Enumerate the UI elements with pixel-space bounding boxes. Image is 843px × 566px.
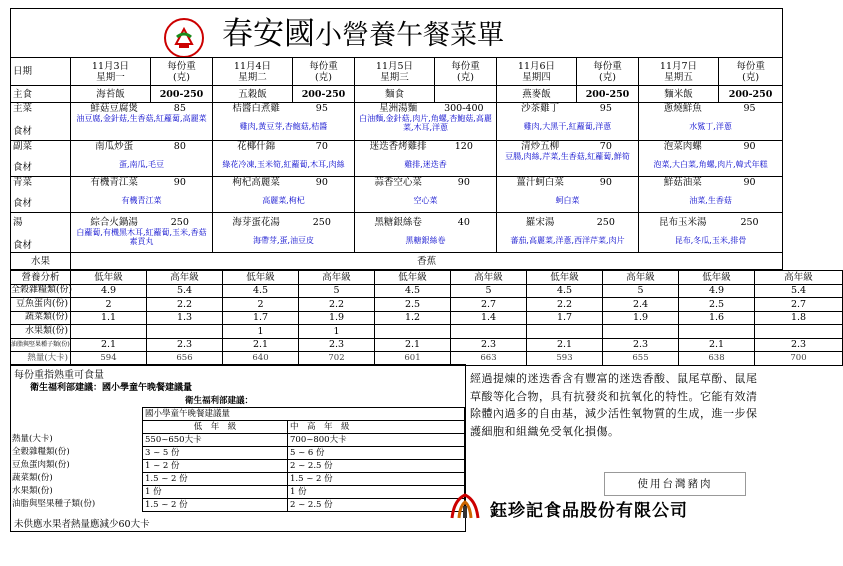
staple-row: [11, 86, 783, 103]
side-ingredients: 豆腸,肉絲,芹菜,生香菇,紅蘿蔔,鮮筍: [505, 152, 630, 161]
nutrition-header-row: [11, 271, 843, 285]
nutrition-value: [71, 325, 147, 339]
nutrition-value: 1.3: [147, 311, 223, 325]
staple-weight: 200-250: [151, 86, 213, 103]
soup-cell: [639, 213, 783, 253]
staple-weight: [435, 86, 497, 103]
nutrition-row-label: 油脂與堅果種子類(份): [11, 338, 71, 352]
nutrition-value: [527, 325, 603, 339]
grade-low: 低年級: [679, 271, 755, 285]
main-cell: [213, 103, 355, 141]
recommendation-table: [142, 407, 465, 512]
nutrition-value: 2.1: [527, 338, 603, 352]
side-weight: 70: [315, 141, 328, 152]
nutrition-value: 1.6: [679, 311, 755, 325]
main-dish: 鮮菇豆腐煲: [90, 103, 138, 114]
page-title-rest: 小營養午餐菜單: [315, 20, 504, 51]
nutrition-value: 2: [223, 298, 299, 312]
staple-dish: 海苔飯: [71, 86, 151, 103]
recommendation-table-title: 國小學童午晚餐建議量: [143, 408, 465, 421]
nutrition-value: [603, 325, 679, 339]
weight-caption: 每份重指熟重可食量: [14, 370, 104, 381]
soup-row: [11, 213, 783, 253]
side-dish: 清炒五柳: [521, 141, 560, 152]
nutrition-value: 4.9: [679, 284, 755, 298]
nutrition-value: [451, 325, 527, 339]
side-dish: 迷迭香烤雞排: [369, 141, 427, 152]
nutrition-value: 5: [299, 284, 375, 298]
staple-weight: 200-250: [719, 86, 783, 103]
nutrition-value: 700: [755, 352, 843, 366]
nutrition-row: [11, 352, 843, 366]
main-weight: 95: [743, 103, 756, 114]
nutrition-value: 4.5: [375, 284, 451, 298]
veg-dish: 蒜香空心菜: [374, 177, 422, 188]
soup-ingredients: 昆布,冬瓜,玉米,排骨: [674, 236, 747, 245]
veg-cell: [639, 177, 783, 213]
veg-dish: 枸杞高麗菜: [232, 177, 280, 188]
soup-cell: [355, 213, 497, 253]
main-label: 主菜: [13, 103, 33, 114]
veg-ingredients: 有機青江菜: [121, 196, 162, 205]
veg-weight: 90: [457, 177, 470, 188]
nutrition-value: 2.3: [299, 338, 375, 352]
recommendation-row-label: 豆魚蛋肉類(份): [12, 460, 70, 470]
soup-cell: [213, 213, 355, 253]
nutrition-value: 4.5: [527, 284, 603, 298]
nutrition-value: [679, 325, 755, 339]
grade-high: 高年級: [755, 271, 843, 285]
nutrition-value: 601: [375, 352, 451, 366]
recommendation-row-label: 水果類(份): [12, 486, 53, 496]
side-weight: 90: [743, 141, 756, 152]
nutrition-value: 1.1: [71, 311, 147, 325]
recommendation-value: 5 ~ 6 份: [288, 447, 465, 460]
recommendation-value: 1.5 ~ 2 份: [288, 473, 465, 486]
soup-dish: 黑糖銀絲卷: [374, 217, 422, 228]
veg-ingredients: 油菜,生香菇: [689, 196, 732, 205]
side-ingredients: 雞排,迷迭香: [404, 160, 447, 169]
day-3-date: 11月5日 星期三: [355, 58, 435, 86]
nutrition-value: 5.4: [147, 284, 223, 298]
nutrition-value: 1: [299, 325, 375, 339]
staple-weight: 200-250: [577, 86, 639, 103]
day-4-weight-header: 每份重 (克): [577, 58, 639, 86]
soup-ingredients: 蕃茄,高麗菜,洋蔥,西洋芹菜,肉片: [510, 236, 625, 245]
staple-weight: 200-250: [293, 86, 355, 103]
side-dish: 南瓜炒蛋: [95, 141, 134, 152]
nutrition-row: [11, 298, 843, 312]
day-1-weight-header: 每份重 (克): [151, 58, 213, 86]
main-cell: [639, 103, 783, 141]
nutrition-value: 638: [679, 352, 755, 366]
fruit-value: 香蕉: [71, 253, 783, 270]
nutrition-value: 1.7: [527, 311, 603, 325]
nutrition-value: 656: [147, 352, 223, 366]
veg-cell: [213, 177, 355, 213]
nutrition-row: [11, 325, 843, 339]
main-weight: 95: [315, 103, 328, 114]
nutrition-value: 2.4: [603, 298, 679, 312]
day-2-date: 11月4日 星期二: [213, 58, 293, 86]
side-cell: [213, 141, 355, 177]
side-dish: 花椰什錦: [237, 141, 276, 152]
nutrition-value: [375, 325, 451, 339]
menu-table: [10, 8, 783, 270]
soup-ingredients: 海帶芽,蛋,油豆皮: [252, 236, 315, 245]
ingredients-label: 食材: [13, 162, 33, 173]
recommendation-value: 1 ~ 2 份: [143, 460, 288, 473]
main-cell: [71, 103, 213, 141]
recommendation-row-label: 蔬菜類(份): [12, 473, 53, 483]
side-cell: [639, 141, 783, 177]
main-weight: 300-400: [444, 103, 484, 114]
nutrition-value: 2.2: [147, 298, 223, 312]
main-row: [11, 103, 783, 141]
ingredients-label: 食材: [13, 198, 33, 209]
nutrition-value: 2.3: [451, 338, 527, 352]
day-5-date: 11月7日 星期五: [639, 58, 719, 86]
soup-weight: 40: [457, 217, 470, 228]
nutrition-row: [11, 284, 843, 298]
main-ingredients: 水鯊丁,洋蔥: [689, 122, 732, 131]
recommendation-row-label: 熱量(大卡): [12, 434, 53, 444]
nutrition-value: 2.1: [223, 338, 299, 352]
nutrition-value: 5: [603, 284, 679, 298]
nutrition-value: 1: [223, 325, 299, 339]
nutrition-value: 5: [451, 284, 527, 298]
staple-dish: 燕麥飯: [497, 86, 577, 103]
nutrition-value: 2.5: [679, 298, 755, 312]
soup-label-cell: [11, 213, 71, 253]
veg-weight: 90: [173, 177, 186, 188]
veg-label: 青菜: [13, 177, 33, 188]
nutrition-row-label: 蔬菜類(份): [11, 311, 71, 325]
title-cell: [11, 9, 783, 58]
main-dish: 沙茶雞丁: [521, 103, 560, 114]
main-ingredients: 油豆腐,金針菇,生香菇,紅蘿蔔,高麗菜: [76, 114, 207, 123]
side-dish: 泡菜肉螺: [663, 141, 702, 152]
nutrition-row-label: 全穀雜糧類(份): [11, 284, 71, 298]
main-weight: 85: [173, 103, 186, 114]
soup-dish: 綜合火鍋湯: [90, 217, 138, 228]
grade-low: 低年級: [375, 271, 451, 285]
nutrition-value: 2.3: [755, 338, 843, 352]
side-ingredients: 泡菜,大白菜,角螺,肉片,韓式年糕: [653, 160, 768, 169]
main-label-cell: [11, 103, 71, 141]
veg-ingredients: 高麗菜,枸杞: [262, 196, 305, 205]
veg-ingredients: 蚵白菜: [555, 196, 580, 205]
recommendation-row-label: 油脂與堅果種子類(份): [12, 499, 96, 509]
nutrition-value: 2.2: [527, 298, 603, 312]
nutrition-value: 1.7: [223, 311, 299, 325]
veg-cell: [71, 177, 213, 213]
soup-ingredients: 白蘿蔔,有機黑木耳,紅蘿蔔,玉米,香菇素貢丸: [76, 228, 207, 246]
nutrition-value: 1.2: [375, 311, 451, 325]
nutrition-row-label: 豆魚蛋肉(份): [11, 298, 71, 312]
main-ingredients: 白油麵,金針菇,肉片,角螺,杏鮑菇,高麗菜,木耳,洋蔥: [359, 114, 492, 132]
veg-weight: 90: [315, 177, 328, 188]
nutrition-value: 2.1: [71, 338, 147, 352]
staple-label: 主食: [11, 86, 71, 103]
day-3-weight-header: 每份重 (克): [435, 58, 497, 86]
nutrition-value: 593: [527, 352, 603, 366]
nutrition-value: 5.4: [755, 284, 843, 298]
recommendation-value: 1 份: [288, 486, 465, 499]
veg-cell: [355, 177, 497, 213]
veg-label-cell: [11, 177, 71, 213]
soup-label: 湯: [13, 217, 23, 228]
taiwan-pork-notice: 使用台灣豬肉: [604, 472, 746, 496]
veg-ingredients: 空心菜: [413, 196, 438, 205]
staple-dish: 五穀飯: [213, 86, 293, 103]
recommendation-value: 550~650大卡: [143, 434, 288, 447]
ingredients-label: 食材: [13, 126, 33, 137]
soup-dish: 羅宋湯: [525, 217, 555, 228]
day-2-weight-header: 每份重 (克): [293, 58, 355, 86]
nutrition-value: 1.8: [755, 311, 843, 325]
side-weight: 70: [599, 141, 612, 152]
nutrition-value: 1.9: [603, 311, 679, 325]
date-label: 日期: [11, 58, 71, 86]
side-label: 副菜: [13, 141, 33, 152]
side-cell: [497, 141, 639, 177]
soup-cell: [71, 213, 213, 253]
veg-dish: 有機青江菜: [90, 177, 138, 188]
main-cell: [497, 103, 639, 141]
grade-high: 高年級: [299, 271, 375, 285]
nutrition-table: [10, 270, 843, 366]
side-ingredients: 綠花冷凍,玉米筍,紅蘿蔔,木耳,肉絲: [222, 160, 345, 169]
recommendation-value: 2 ~ 2.5 份: [288, 499, 465, 512]
soup-weight: 250: [170, 217, 189, 228]
soup-dish: 昆布玉米湯: [658, 217, 707, 228]
side-cell: [355, 141, 497, 177]
main-ingredients: 雞肉,大黑干,紅蘿蔔,洋蔥: [523, 122, 612, 131]
side-ingredients: 蛋,南瓜,毛豆: [118, 160, 165, 169]
grade-low: 低年級: [223, 271, 299, 285]
nutrition-value: 655: [603, 352, 679, 366]
fruit-label: 水果: [11, 253, 71, 270]
grade-high: 高年級: [451, 271, 527, 285]
side-cell: [71, 141, 213, 177]
soup-weight: 250: [312, 217, 331, 228]
recommendation-low: 低 年 級: [143, 421, 288, 434]
grade-low: 低年級: [71, 271, 147, 285]
main-dish: 星洲湯麵: [379, 103, 418, 114]
nutrition-value: 2.7: [451, 298, 527, 312]
recommendation-value: 1.5 ~ 2 份: [143, 499, 288, 512]
main-cell: [355, 103, 497, 141]
nutrition-value: 2.1: [375, 338, 451, 352]
staple-dish: 麵食: [355, 86, 435, 103]
company-logo-icon: [448, 492, 482, 522]
recommendation-title: 衛生福利部建議：國小學童午晚餐建議量: [30, 383, 193, 393]
fruit-row: [11, 253, 783, 270]
nutrition-title: 營養分析: [11, 271, 71, 285]
grade-low: 低年級: [527, 271, 603, 285]
recommendation-note: 未供應水果者熱量應減少60大卡: [14, 519, 150, 530]
page-title-big: 春安國: [222, 16, 315, 52]
rosemary-note: 經過提煉的迷迭香含有豐富的迷迭香酸、鼠尾草酚、鼠尾草酸等化合物，具有抗發炎和抗氧化的特性。它能有效清除體內過多的自由基，減少活性氧物質的生成，進一步保護細胞和組織免受氧化損傷。: [470, 372, 758, 438]
veg-cell: [497, 177, 639, 213]
nutrition-value: 640: [223, 352, 299, 366]
nutrition-value: 2: [71, 298, 147, 312]
date-row: [11, 58, 783, 86]
nutrition-value: 2.1: [679, 338, 755, 352]
main-dish: 蔥燒鮮魚: [663, 103, 702, 114]
nutrition-value: 2.3: [603, 338, 679, 352]
nutrition-value: 1.9: [299, 311, 375, 325]
recommendation-value: 3 ~ 5 份: [143, 447, 288, 460]
soup-weight: 250: [596, 217, 615, 228]
nutrition-row-label: 熱量(大卡): [11, 352, 71, 366]
nutrition-value: 1.4: [451, 311, 527, 325]
veg-dish: 薑汁蚵白菜: [516, 177, 564, 188]
side-weight: 80: [173, 141, 186, 152]
side-label-cell: [11, 141, 71, 177]
soup-dish: 海芽蛋花湯: [232, 217, 280, 228]
nutrition-value: 702: [299, 352, 375, 366]
nutrition-row-label: 水果類(份): [11, 325, 71, 339]
nutrition-row: [11, 311, 843, 325]
soup-ingredients: 黑糖銀絲卷: [405, 236, 446, 245]
main-dish: 桔醬白煮雞: [232, 103, 280, 114]
soup-cell: [497, 213, 639, 253]
nutrition-value: [147, 325, 223, 339]
company-name: 鈺珍記食品股份有限公司: [490, 501, 688, 521]
side-weight: 120: [454, 141, 473, 152]
day-4-date: 11月6日 星期四: [497, 58, 577, 86]
nutrition-value: 2.3: [147, 338, 223, 352]
day-1-date: 11月3日 星期一: [71, 58, 151, 86]
nutrition-value: 4.9: [71, 284, 147, 298]
recommendation-value: 700~800大卡: [288, 434, 465, 447]
nutrition-value: 2.5: [375, 298, 451, 312]
soup-weight: 250: [740, 217, 759, 228]
recommendation-value: 1.5 ~ 2 份: [143, 473, 288, 486]
day-5-weight-header: 每份重 (克): [719, 58, 783, 86]
nutrition-value: [755, 325, 843, 339]
nutrition-value: 4.5: [223, 284, 299, 298]
recommendation-high: 中 高 年 級: [288, 421, 465, 434]
nutrition-value: 663: [451, 352, 527, 366]
recommendation-value: 1 份: [143, 486, 288, 499]
grade-high: 高年級: [603, 271, 679, 285]
veg-row: [11, 177, 783, 213]
recommendation-subtitle: 衛生福利部建議：: [185, 396, 254, 406]
nutrition-row: [11, 338, 843, 352]
grade-high: 高年級: [147, 271, 223, 285]
ingredients-label: 食材: [13, 240, 33, 251]
main-weight: 95: [599, 103, 612, 114]
veg-dish: 鮮菇油菜: [663, 177, 702, 188]
nutrition-value: 2.2: [299, 298, 375, 312]
main-ingredients: 雞肉,黃豆芽,杏鮑菇,桔醬: [239, 122, 328, 131]
nutrition-value: 594: [71, 352, 147, 366]
staple-dish: 麵米飯: [639, 86, 719, 103]
nutrition-value: 2.7: [755, 298, 843, 312]
recommendation-row-label: 全穀雜糧類(份): [12, 447, 70, 457]
side-row: [11, 141, 783, 177]
veg-weight: 90: [599, 177, 612, 188]
recommendation-value: 2 ~ 2.5 份: [288, 460, 465, 473]
veg-weight: 90: [743, 177, 756, 188]
